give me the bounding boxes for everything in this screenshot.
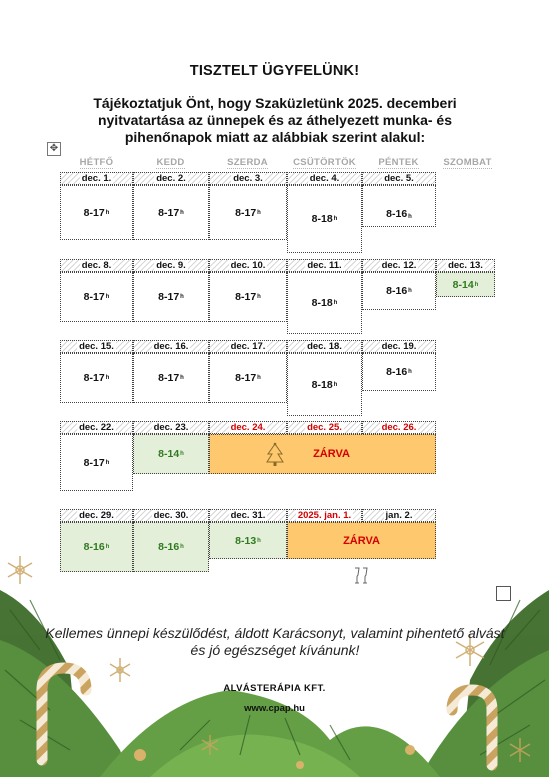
date-header: dec. 10. [209,259,287,272]
short-day-cell: 8-13 h [209,522,287,559]
hours-cell: 8-17 h [60,353,133,403]
hours-cell: 8-17 h [133,272,209,322]
hours-cell: 8-16 $_h$ [362,185,436,227]
closed-cell: ZÁRVA [209,434,436,474]
hours-cell: 8-16 h [362,353,436,391]
date-header: dec. 3. [209,172,287,185]
hours-cell: 8-17 h [133,185,209,240]
checkbox-icon[interactable] [496,586,511,601]
date-header: dec. 30. [133,509,209,522]
intro-paragraph: Tájékoztatjuk Önt, hogy Szaküzletünk 2025. decemberi nyitvatartása az ünnepek és az áthelyezett munka- és pihenőnapok miatt az alábbiak szerint alakul: [93,95,457,145]
short-day-cell: 8-14 h [436,272,495,297]
hours-cell: 8-16 h [362,272,436,310]
weekday-friday: PÉNTEK [378,157,419,168]
hours-cell: 8-18 h [287,272,362,334]
weekday-monday: HÉTFŐ [79,157,114,168]
date-header: dec. 9. [133,259,209,272]
date-header: dec. 18. [287,340,362,353]
date-header: dec. 8. [60,259,133,272]
hours-cell: 8-18 h [287,353,362,416]
date-header: dec. 11. [287,259,362,272]
holiday-garland-decoration [0,550,549,777]
christmas-tree-icon [264,442,286,468]
weekday-saturday: SZOMBAT [443,157,492,168]
holiday-date-header: 2025. jan. 1. [287,509,362,522]
date-header: dec. 17. [209,340,287,353]
hours-cell: 8-17 h [209,272,287,322]
company-name: ALVÁSTERÁPIA KFT. [223,683,326,694]
hours-cell: 8-17 h [60,272,133,322]
hours-cell: 8-17 h [60,434,133,491]
date-header: dec. 1. [60,172,133,185]
closed-cell: ZÁRVA [287,522,436,559]
date-header: dec. 23. [133,421,209,434]
hours-cell: 8-17 h [60,185,133,240]
hours-cell: 8-17 h [209,185,287,240]
hours-cell: 8-18 h [287,185,362,253]
date-header: dec. 13. [436,259,495,272]
website-link[interactable]: www.cpap.hu [244,703,305,714]
page-title: TISZTELT ÜGYFELÜNK! [189,63,360,79]
table-move-handle-icon[interactable]: ✥ [47,142,61,156]
weekday-tuesday: KEDD [156,157,185,168]
holiday-date-header: dec. 26. [362,421,436,434]
date-header: dec. 2. [133,172,209,185]
short-day-cell: 8-16 h [60,522,133,572]
date-header: dec. 15. [60,340,133,353]
short-day-cell: 8-16 h [133,522,209,572]
date-header: dec. 29. [60,509,133,522]
champagne-glasses-icon [353,566,369,586]
date-header: dec. 12. [362,259,436,272]
date-header: dec. 31. [209,509,287,522]
weekday-wednesday: SZERDA [227,157,268,168]
hours-cell: 8-17 h [209,353,287,403]
date-header: dec. 16. [133,340,209,353]
holiday-date-header: dec. 25. [287,421,362,434]
date-header: dec. 4. [287,172,362,185]
date-header: dec. 19. [362,340,436,353]
date-header: jan. 2. [362,509,436,522]
holiday-date-header: dec. 24. [209,421,287,434]
weekday-thursday: CSÜTÖRTÖK [293,157,356,168]
greeting-message: Kellemes ünnepi készülődést, áldott Karácsonyt, valamint pihentető alvást és jó egészséget kívánunk! [45,625,505,658]
hours-cell: 8-17 h [133,353,209,403]
date-header: dec. 22. [60,421,133,434]
short-day-cell: 8-14 h [133,434,209,474]
date-header: dec. 5. [362,172,436,185]
